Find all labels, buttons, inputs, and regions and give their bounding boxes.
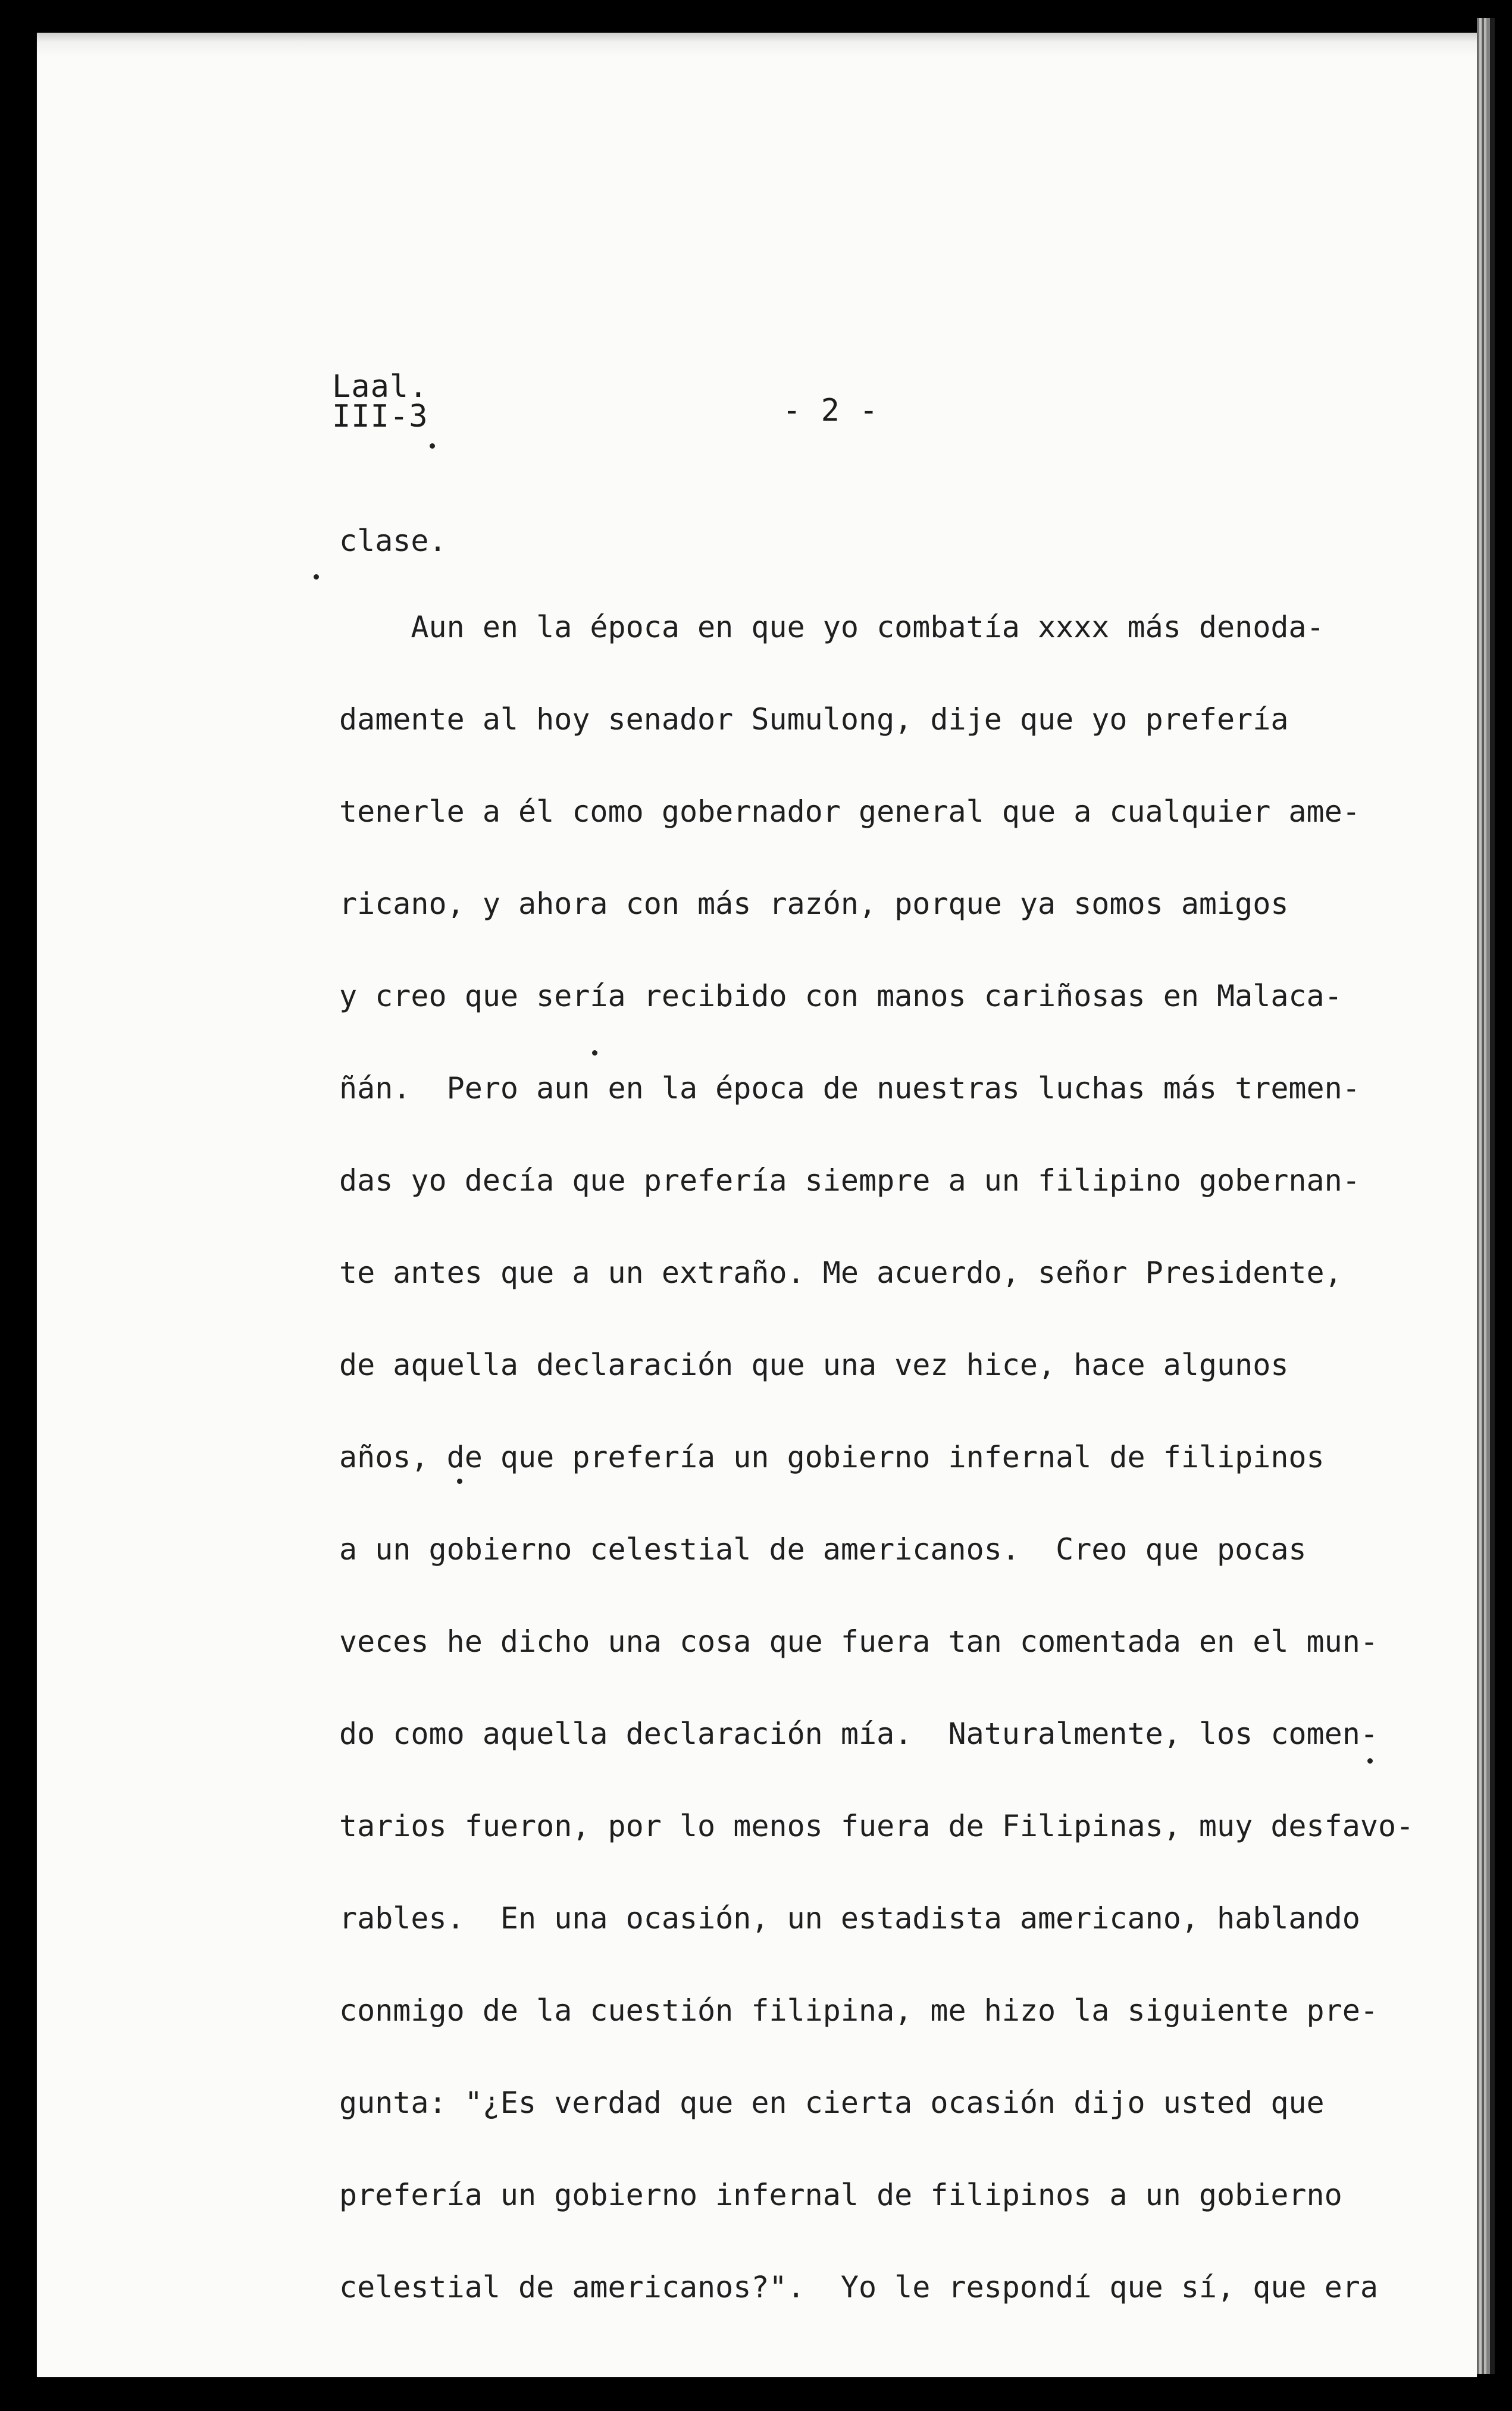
reference-code-line-1: Laal.: [332, 369, 428, 405]
body-line: años, de que prefería un gobierno infernal de filipinos: [339, 1440, 1325, 1474]
page-number: - 2 -: [782, 393, 879, 428]
body-line: rables. En una ocasión, un estadista americano, hablando: [339, 1901, 1360, 1936]
ink-speck: [430, 443, 435, 449]
body-line: damente al hoy senador Sumulong, dije que yo prefería: [339, 702, 1289, 737]
body-line: y creo que sería recibido con manos cariñosas en Malaca-: [339, 979, 1342, 1013]
body-line: conmigo de la cuestión filipina, me hizo la siguiente pre-: [339, 1993, 1378, 2028]
body-line: ricano, y ahora con más razón, porque ya somos amigos: [339, 887, 1289, 921]
body-line: do como aquella declaración mía. Naturalmente, los comen-: [339, 1717, 1378, 1751]
paper-stack-edge: [1477, 18, 1495, 2374]
body-line: a un gobierno celestial de americanos. Creo que pocas: [339, 1532, 1307, 1567]
ink-speck: [314, 574, 319, 580]
reference-code-line-2: III-3: [332, 399, 428, 434]
body-line: Aun en la época en que yo combatía xxxx más denoda-: [339, 610, 1325, 644]
body-line: tarios fueron, por lo menos fuera de Filipinas, muy desfavo-: [339, 1809, 1414, 1843]
body-line: gunta: "¿Es verdad que en cierta ocasión dijo usted que: [339, 2086, 1325, 2120]
ink-speck: [592, 1050, 597, 1056]
body-line: prefería un gobierno infernal de filipinos a un gobierno: [339, 2178, 1342, 2212]
body-line: ñán. Pero aun en la época de nuestras luchas más tremen-: [339, 1071, 1360, 1106]
document-body: [339, 0, 1414, 2411]
body-line: veces he dicho una cosa que fuera tan comentada en el mun-: [339, 1624, 1378, 1659]
body-line: clase.: [339, 524, 447, 558]
body-line: celestial de americanos?". Yo le respondí que sí, que era: [339, 2270, 1378, 2304]
body-line: das yo decía que prefería siempre a un filipino gobernan-: [339, 1163, 1360, 1198]
body-line: de aquella declaración que una vez hice, hace algunos: [339, 1348, 1289, 1382]
ink-speck: [1367, 1758, 1373, 1764]
body-line: tenerle a él como gobernador general que a cualquier ame-: [339, 794, 1360, 829]
body-line: te antes que a un extraño. Me acuerdo, señor Presidente,: [339, 1255, 1342, 1290]
ink-speck: [457, 1479, 462, 1484]
